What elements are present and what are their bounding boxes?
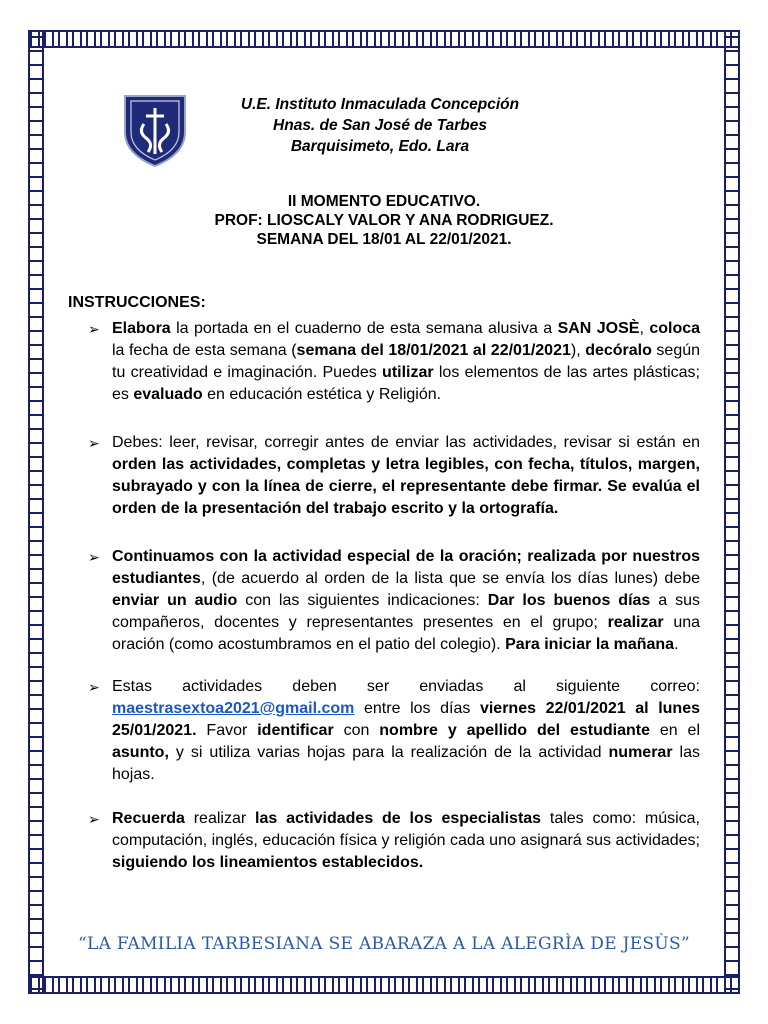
bold-text: Dar los buenos días	[487, 592, 651, 609]
text-segment: a sus compañeros, docentes y representantes presentes en el grupo;	[112, 592, 701, 631]
decorative-border-right	[724, 30, 740, 994]
bold-text: siguiendo los lineamientos establecidos.	[112, 854, 424, 871]
teachers-line: PROF: LIOSCALY VALOR Y ANA RODRIGUEZ.	[214, 212, 554, 229]
text-segment: , (de acuerdo al orden de la lista que se envía los días lunes) debe	[200, 570, 700, 587]
decorative-border-left	[28, 30, 44, 994]
text-segment: con	[333, 722, 380, 739]
text-segment: la portada en el cuaderno de esta semana alusiva a	[170, 320, 558, 337]
arrowhead-bullet-icon: ➢	[88, 435, 100, 451]
text-segment: ,	[639, 320, 650, 337]
text-segment: Estas actividades deben ser enviadas al siguiente correo:	[112, 678, 700, 695]
instruction-item	[88, 676, 700, 786]
school-header	[150, 94, 610, 157]
bold-text: decóralo	[585, 342, 652, 359]
decorative-border-top	[28, 30, 740, 48]
text-segment: realizar	[184, 810, 256, 827]
text-segment: Debes: leer, revisar, corregir antes de enviar las actividades, revisar si están en	[112, 434, 700, 451]
text-segment: con las siguientes indicaciones:	[237, 592, 488, 609]
bold-text: numerar	[608, 744, 673, 761]
bold-text: utilizar	[382, 364, 434, 381]
closing-motto: “LA FAMILIA TARBESIANA SE ABARAZA A LA ALEGRÌA DE JESÙS”	[78, 934, 690, 954]
text-segment: .	[674, 636, 679, 653]
bold-text: realizar	[607, 614, 664, 631]
arrowhead-bullet-icon: ➢	[88, 811, 100, 827]
arrowhead-bullet-icon: ➢	[88, 549, 100, 565]
school-name: U.E. Instituto Inmaculada Concepción	[240, 96, 520, 113]
arrowhead-bullet-icon: ➢	[88, 321, 100, 337]
text-segment: tales como: música, computación, inglés, educación física y religión cada uno asignará sus actividades;	[112, 810, 701, 849]
bold-text: viernes 22/01/2021 al lunes 25/01/2021.	[112, 700, 700, 739]
text-segment: la fecha de esta semana (	[112, 342, 297, 359]
text-segment: según tu creatividad e imaginación. Puedes	[112, 342, 701, 381]
congregation-name: Hnas. de San José de Tarbes	[273, 117, 487, 134]
text-segment: ),	[570, 342, 586, 359]
instruction-item	[88, 546, 700, 656]
bold-text: coloca	[649, 320, 701, 337]
bold-text: orden las actividades, completas y letra legibles, con fecha, títulos, margen, subrayado y con la línea de cierre, el representante debe firmar. Se evalúa el orden de la presentación del trabajo escrito y la ortografía.	[112, 456, 700, 517]
instructions-title: INSTRUCCIONES:	[68, 294, 206, 311]
email-link[interactable]: maestrasextoa2021@gmail.com	[112, 700, 355, 717]
bold-text: nombre y apellido del estudiante	[379, 722, 650, 739]
text-segment: en el	[649, 722, 701, 739]
week-line: SEMANA DEL 18/01 AL 22/01/2021.	[256, 231, 512, 248]
document-subheader	[120, 192, 648, 249]
decorative-border-bottom	[28, 976, 740, 994]
arrowhead-bullet-icon: ➢	[88, 679, 100, 695]
bold-text: enviar un audio	[112, 592, 238, 609]
instruction-item	[88, 808, 700, 874]
text-segment: y si utiliza varias hojas para la realización de la actividad	[168, 744, 609, 761]
text-segment: en educación estética y Religión.	[202, 386, 442, 403]
bold-text: Recuerda	[112, 810, 185, 827]
instruction-item	[88, 318, 700, 406]
bold-text: las actividades de los especialistas	[255, 810, 542, 827]
bold-text: identificar	[257, 722, 334, 739]
text-segment: una oración (como acostumbramos en el patio del colegio).	[112, 614, 701, 653]
bold-text: evaluado	[133, 386, 203, 403]
instruction-item	[88, 432, 700, 520]
bold-text: Continuamos con la actividad especial de la oración; realizada por nuestros estudiantes	[112, 548, 700, 587]
school-location: Barquisimeto, Edo. Lara	[290, 138, 470, 155]
text-segment: Favor	[196, 722, 258, 739]
bold-text: SAN JOSÈ	[557, 320, 640, 337]
bold-text: asunto,	[112, 744, 169, 761]
bold-text: Para iniciar la mañana	[505, 636, 675, 653]
bold-text: semana del 18/01/2021 al 22/01/2021	[296, 342, 571, 359]
text-segment: entre los días	[354, 700, 480, 717]
instructions-list	[88, 318, 700, 874]
text-segment: las hojas.	[112, 744, 701, 783]
educational-moment: II MOMENTO EDUCATIVO.	[287, 193, 481, 210]
text-segment: los elementos de las artes plásticas; es	[112, 364, 700, 403]
bold-text: Elabora	[112, 320, 171, 337]
